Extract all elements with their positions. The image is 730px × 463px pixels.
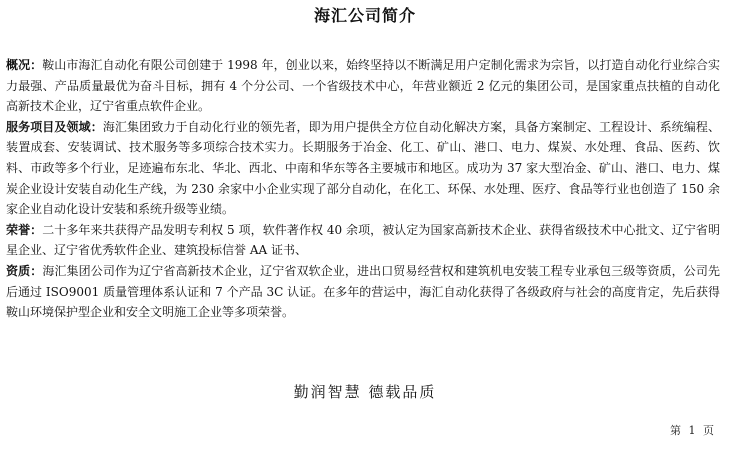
paragraph-qualifications [6,261,720,323]
paragraph-label: 荣誉： [6,222,43,237]
paragraph-label: 概况： [6,58,43,72]
paragraph-text: 鞍山市海汇自动化有限公司创建于 1998 年，创业以来，始终坚持以不断满足用户定制化需求为宗旨，以打造自动化行业综合实力最强、产品质量最优为奋斗目标，拥有 4 个分公司、一个省级技术中心，年营业额近 2 亿元的集团公司，是国家重点扶植的自动化高新技术企业，辽宁省重点软件企业。 [6,58,720,114]
paragraph-label: 服务项目及领域： [6,119,103,134]
document-body [6,55,720,323]
paragraph-text: 二十多年来共获得产品发明专利权 5 项，软件著作权 40 余项，被认定为国家高新技术企业、获得省级技术中心批文、辽宁省明星企业、辽宁省优秀软件企业、建筑投标信誉 AA 证书、 [6,222,720,258]
paragraph-label: 资质： [6,263,43,278]
paragraph-honors [6,220,720,261]
paragraph-overview [6,55,720,117]
page-title: 海汇公司简介 [313,6,416,25]
page-number: 第 1 页 [670,424,716,437]
paragraph-services [6,117,720,220]
paragraph-text: 海汇集团致力于自动化行业的领先者，即为用户提供全方位自动化解决方案，具备方案制定、工程设计、系统编程、装置成套、安装调试、技术服务等多项综合技术实力。长期服务于冶金、化工、矿山、港口、电力、煤炭、水处理、食品、医药、饮料、市政等多个行业，足迹遍布东北、华北、西北、中南和华东等各主要城市和地区。成功为 37 家大型冶金、矿山、港口、电力、煤炭企业设计安装自动化生产线，为 230 余家中小企业实现了部分自动化，在化工、环保、水处理、医疗、食品等行业也创造了 150 余家企业自动化设计安装和系统升级等业绩。 [6,119,720,217]
company-motto: 勤润智慧 德载品质 [293,383,437,401]
paragraph-text: 海汇集团公司作为辽宁省高新技术企业，辽宁省双软企业，进出口贸易经营权和建筑机电安装工程专业承包三级等资质，公司先后通过 ISO9001 质量管理体系认证和 7 个产品 3C 认证。在多年的营运中，海汇自动化获得了各级政府与社会的高度肯定，先后获得鞍山环境保护型企业和安全文明施工企业等多项荣誉。 [6,263,720,320]
